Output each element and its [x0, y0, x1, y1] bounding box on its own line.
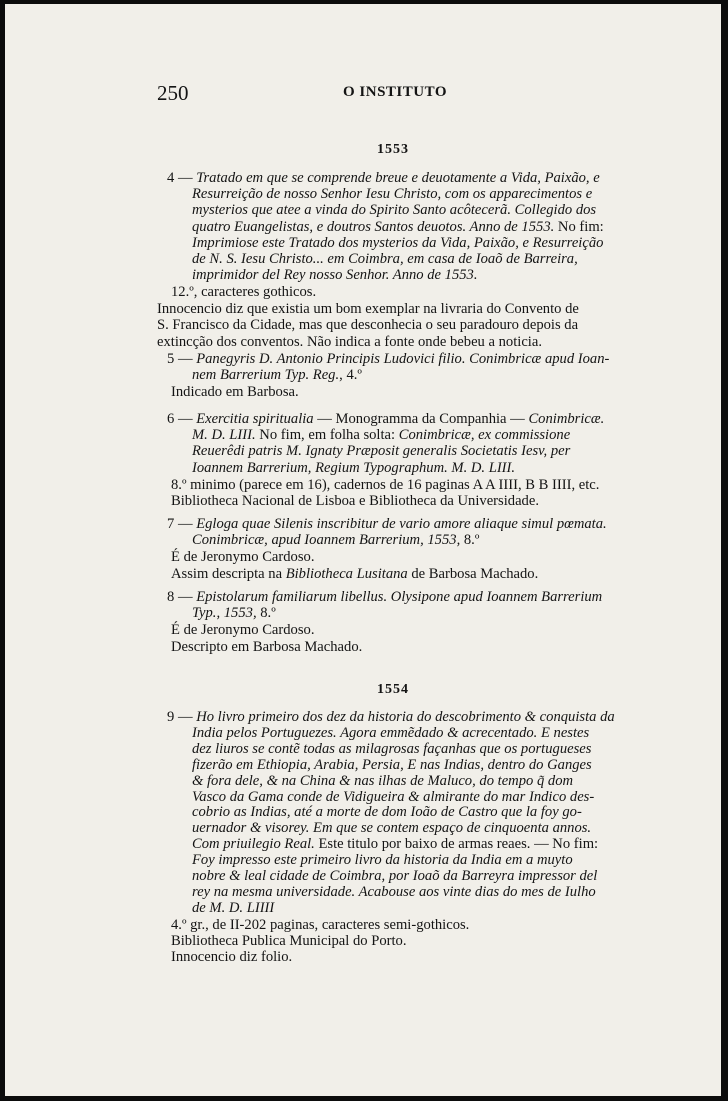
- entry-line: [192, 427, 570, 443]
- entry-line: [192, 789, 594, 805]
- entry-line: [192, 235, 603, 251]
- entry-text: Com priuilegio Real.: [192, 836, 315, 853]
- entry-text: nobre & leal cidade de Coimbra, por Ioaõ da Barreyra impressor del: [192, 868, 598, 884]
- entry-title-line: 4 — Tratado em que se comprende breue e deuotamente a Vida, Paixão, e: [167, 170, 600, 186]
- entry-text: Tratado em que se comprende breue e deuotamente a Vida, Paixão, e: [196, 170, 600, 186]
- entry-note: Indicado em Barbosa.: [171, 384, 299, 401]
- entry-text: Typ., 1553,: [192, 605, 257, 622]
- entry-text: Vasco da Gama conde de Vidigueira & almirante do mar Indico des-: [192, 788, 595, 805]
- entry-text: M. D. LIII.: [192, 427, 256, 444]
- entry-text: uernador & visorey. Em que se contem espaço de cinquoenta annos.: [192, 820, 592, 837]
- entry-text: cobrio as Indias, até a morte de dom Ioão de Castro que la foy go-: [192, 804, 582, 821]
- entry-text: imprimidor del Rey nosso Senhor. Anno de 1553.: [192, 267, 478, 284]
- page: [5, 4, 721, 1096]
- entry-line: [192, 773, 573, 789]
- entry-text: India pelos Portuguezes. Agora emmẽdado & acrecentado. E nestes: [192, 724, 590, 741]
- entry-line: [192, 219, 604, 235]
- entry-text: rey na mesma universidade. Acabouse aos vinte dias do mes de Iulho: [192, 883, 596, 900]
- entry-text: Exercitia spiritualia: [196, 411, 314, 427]
- entry-note: É de Jeronymo Cardoso.: [171, 622, 315, 639]
- entry-note: Bibliotheca Nacional de Lisboa e Bibliotheca da Universidade.: [171, 493, 539, 510]
- entry-title-line: 9 — Ho livro primeiro dos dez da historia do descobrimento & conquista da: [167, 709, 615, 725]
- entry-number: 7: [167, 516, 175, 532]
- entry-line: [192, 741, 591, 757]
- entry-note: Descripto em Barbosa Machado.: [171, 638, 363, 655]
- entry-text: & fora dele, & na China & nas ilhas de Maluco, do tempo q̃ dom: [192, 772, 574, 789]
- entry-note: Innocencio diz que existia um bom exemplar na livraria do Convento de: [157, 300, 579, 317]
- entry-line: [192, 820, 591, 836]
- entry-text: Panegyris D. Antonio Principis Ludovici filio. Conimbricæ apud Ioan-: [196, 351, 610, 367]
- entry-text: dez liuros se contẽ todas as milagrosas façanhas que os portugueses: [192, 740, 592, 757]
- entry-title-line: 5 — Panegyris D. Antonio Principis Ludovici filio. Conimbricæ apud Ioan-: [167, 351, 610, 367]
- entry-line: [192, 900, 274, 916]
- page-number: 250: [157, 81, 189, 105]
- entry-text: de M. D. LIIII: [192, 899, 275, 916]
- entry-text: Egloga quae Silenis inscribitur de vario amore aliaque simul pœmata.: [196, 516, 607, 532]
- entry-number: 4: [167, 170, 175, 186]
- entry-text: , 4.º: [339, 367, 362, 384]
- entry-line: [192, 460, 515, 476]
- entry-title-line: 7 — Egloga quae Silenis inscribitur de vario amore aliaque simul pœmata.: [167, 516, 607, 532]
- entry-text: Conimbricæ, apud Ioannem Barrerium, 1553,: [192, 532, 461, 549]
- entry-note: S. Francisco da Cidade, mas que desconhecia o seu paradouro depois da: [157, 317, 579, 334]
- entry-number: 6: [167, 411, 175, 427]
- entry-note: Bibliotheca Publica Municipal do Porto.: [171, 932, 407, 949]
- entry-line: [192, 757, 592, 773]
- entry-line: [192, 367, 362, 383]
- entry-note: 8.º minimo (parece em 16), cadernos de 16 paginas A A IIII, B B IIII, etc.: [171, 476, 600, 493]
- entry-text: 8.º: [460, 532, 480, 549]
- entry-line: [192, 884, 596, 900]
- entry-text: Foy impresso este primeiro livro da historia da India em a muyto: [192, 852, 573, 869]
- entry-number: 9: [167, 709, 175, 725]
- entry-text: Imprimiose este Tratado dos mysterios da Vida, Paixão, e Resurreição: [192, 234, 604, 251]
- entry-note: Assim descripta na Bibliotheca Lusitana de Barbosa Machado.: [171, 565, 539, 582]
- year-heading: 1553: [377, 142, 409, 157]
- entry-text: Ioannem Barrerium, Regium Typographum. M. D. LIII.: [192, 459, 516, 476]
- entry-text: No fim:: [554, 218, 604, 235]
- entry-number: 8: [167, 589, 175, 605]
- entry-text: Resurreição de nosso Senhor Iesu Christo, com os apparecimentos e: [192, 186, 593, 203]
- entry-text: Reuerêdi patris M. Ignaty Præposit generalis Societatis Iesv, per: [192, 443, 571, 460]
- entry-text: mysterios que atee a vinda do Spirito Santo acôtecerã. Collegido dos: [192, 202, 597, 219]
- entry-text: Conimbricæ.: [528, 411, 605, 427]
- entry-line: [192, 868, 597, 884]
- entry-note: extincção dos conventos. Não indica a fonte onde bebeu a noticia.: [157, 333, 542, 350]
- entry-number: 5: [167, 351, 175, 367]
- entry-note: 12.º, caracteres gothicos.: [171, 284, 317, 301]
- entry-line: [192, 251, 578, 267]
- entry-text: nem Barrerium Typ. Reg.: [192, 367, 340, 384]
- entry-text: — Monogramma da Companhia —: [313, 411, 529, 427]
- entry-note: 4.º gr., de II-202 paginas, caracteres semi-gothicos.: [171, 916, 470, 933]
- entry-text: fizerão em Ethiopia, Arabia, Persia, E nas Indias, dentro do Ganges: [192, 756, 592, 773]
- entry-line: [192, 202, 596, 218]
- entry-line: [192, 836, 598, 852]
- entry-line: [192, 605, 276, 621]
- entry-text: Ho livro primeiro dos dez da historia do descobrimento & conquista da: [196, 709, 615, 725]
- entry-line: [192, 804, 582, 820]
- entry-line: [192, 725, 589, 741]
- entry-text: 8.º: [256, 605, 276, 622]
- entry-title-line: 8 — Epistolarum familiarum libellus. Olysipone apud Ioannem Barrerium: [167, 589, 603, 605]
- entry-text: de N. S. Iesu Christo... em Coimbra, em casa de Ioaõ de Barreira,: [192, 251, 578, 267]
- entry-text: Epistolarum familiarum libellus. Olysipone apud Ioannem Barrerium: [196, 589, 603, 605]
- entry-note: Innocencio diz folio.: [171, 949, 293, 966]
- running-title: O INSTITUTO: [343, 84, 448, 100]
- entry-text: quatro Euangelistas, e doutros Santos deuotos. Anno de 1553.: [192, 218, 555, 235]
- entry-text: Conimbricæ, ex commissione: [398, 427, 571, 444]
- entry-line: [192, 186, 592, 202]
- entry-note: É de Jeronymo Cardoso.: [171, 549, 315, 566]
- entry-line: [192, 443, 570, 459]
- entry-text: Este titulo por baixo de armas reaes. — No fim:: [314, 836, 599, 853]
- entry-line: [192, 267, 478, 283]
- entry-line: [192, 852, 573, 868]
- entry-line: [192, 532, 479, 548]
- year-heading: 1554: [377, 682, 409, 697]
- entry-text: No fim, em folha solta:: [255, 427, 399, 444]
- entry-title-line: 6 — Exercitia spiritualia — Monogramma da Companhia — Conimbricæ.: [167, 411, 605, 427]
